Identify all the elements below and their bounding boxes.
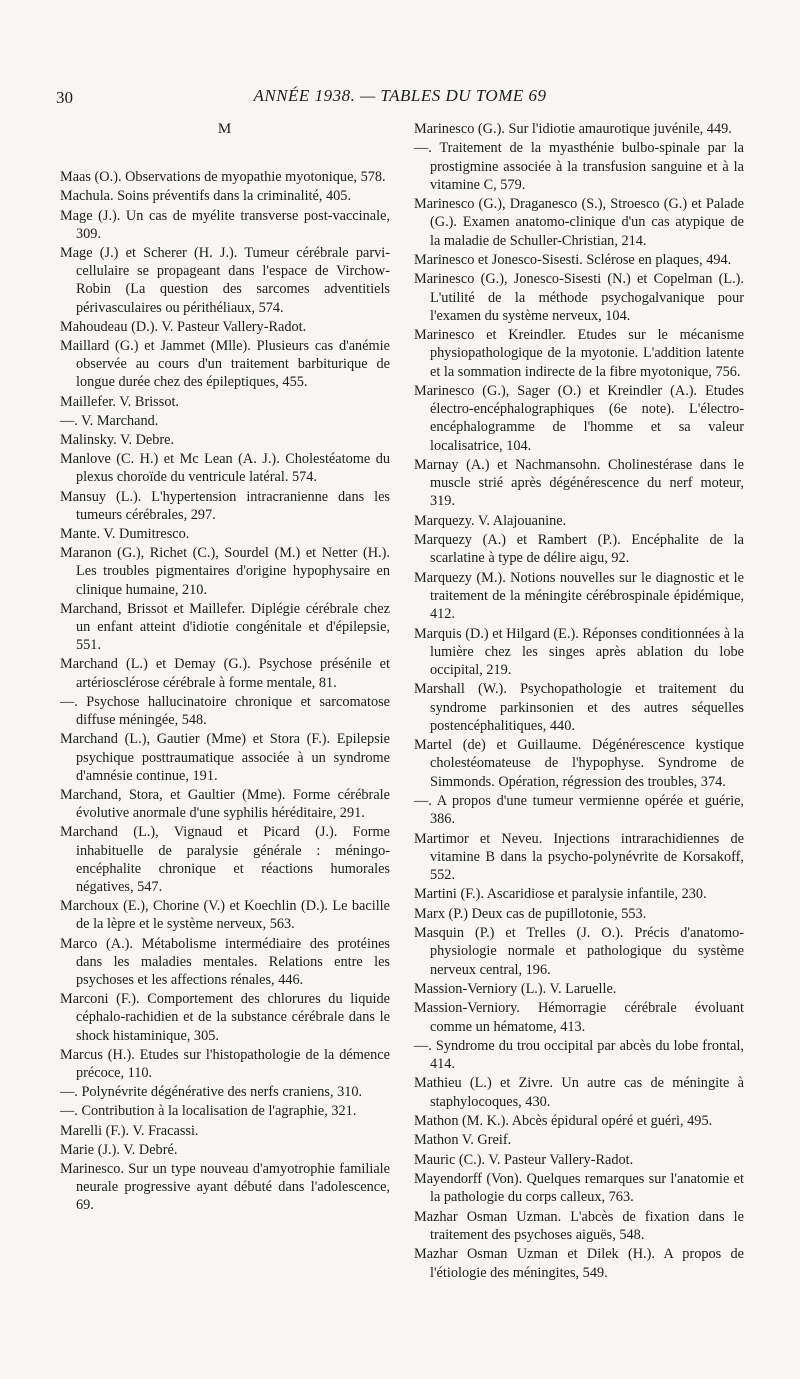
index-entry: Marquezy (M.). Notions nouvelles sur le diagnostic et le traitement de la méningite cérébrospinale épidémique, 412. [414,569,744,623]
index-entry: Massion-Verniory. Hémorragie cérébrale évoluant comme un hématome, 413. [414,1000,744,1035]
index-entry: —. Traitement de la myasthénie bulbo-spinale par la prostigmine associée à la transfusion sanguine et à la vitamine C, 579. [414,140,744,193]
index-entry: Marcus (H.). Etudes sur l'histopathologie de la démence précoce, 110. [60,1046,390,1081]
index-entry: Mage (J.). Un cas de myélite transverse post-vaccinale, 309. [60,207,390,242]
index-entry: Machula. Soins préventifs dans la criminalité, 405. [60,188,352,205]
section-letter: M [217,121,233,137]
index-entry: Marinesco (G.), Sager (O.) et Kreindler (A.). Etudes électro-encéphalographiques (6e note). L'électro-encéphalogramme de l'homme et sa valeur localisatrice, 104. [414,382,744,454]
index-entry: Marchand, Stora, et Gaultier (Mme). Forme cérébrale évolutive anormale d'une syphilis héréditaire, 291. [60,786,390,822]
index-entry: Maranon (G.), Richet (C.), Sourdel (M.) et Netter (H.). Les troubles pigmentaires d'origine hypophysaire en clinique humaine, 210. [60,545,390,598]
index-entry: Manlove (C. H.) et Mc Lean (A. J.). Cholestéatome du plexus choroïde du ventricule latéral. 574. [60,451,390,486]
page-number: 30 [56,88,73,107]
index-entry: Mauric (C.). V. Pasteur Vallery-Radot. [414,1151,634,1168]
index-entry: Marinesco. Sur un type nouveau d'amyotrophie familiale neurale progressive ayant débuté dans l'adolescence, 69. [60,1160,390,1214]
index-entry: —. Polynévrite dégénérative des nerfs craniens, 310. [60,1084,363,1101]
index-entry: Marinesco et Kreindler. Etudes sur le mécanisme physiopathologique de la myotonie. L'addition latente et la sommation indirecte de la fibre myotonique, 756. [414,327,744,380]
index-entry: Mante. V. Dumitresco. [60,526,190,543]
index-entry: Mathon V. Greif. [414,1132,512,1149]
index-entry: Martel (de) et Guillaume. Dégénérescence kystique cholestéomateuse de l'hypophyse. Syndrome de Simmonds. Opération, régression des troubles, 374. [414,737,744,790]
index-entry: Marchoux (E.), Chorine (V.) et Koechlin (D.). Le bacille de la lèpre et le système nerveux, 563. [60,898,390,933]
index-entry: Marinesco et Jonesco-Sisesti. Sclérose en plaques, 494. [414,251,732,268]
index-entry: Marshall (W.). Psychopathologie et traitement du syndrome parkinsonien et des autres séquelles postencéphalitiques, 440. [414,681,744,734]
index-entry: Marco (A.). Métabolisme intermédiaire des protéines dans les maladies mentales. Relations entre les psychoses et les affections rénales, 446. [60,935,390,988]
index-entry: Mathon (M. K.). Abcès épidural opéré et guéri, 495. [414,1113,713,1130]
right-column [414,120,744,1283]
index-entry: Mage (J.) et Scherer (H. J.). Tumeur cérébrale parvi-cellulaire se propageant dans l'espace de Virchow-Robin (La question des sarcomes adventitiels périvasculaires ou périthéliaux, 574. [60,245,390,316]
index-entry: Mazhar Osman Uzman et Dilek (H.). A propos de l'étiologie des méningites, 549. [414,1246,744,1281]
right-entries [414,120,744,1282]
index-entry: Mayendorff (Von). Quelques remarques sur l'anatomie et la pathologie du corps calleux, 763. [414,1171,744,1206]
index-entry: Marie (J.). V. Debré. [60,1141,178,1158]
index-entry: Marchand, Brissot et Maillefer. Diplégie cérébrale chez un enfant atteint d'idiotie congénitale et d'épilepsie, 551. [60,600,390,654]
index-entry: Marinesco (G.), Draganesco (S.), Stroesco (G.) et Palade (G.). Examen anatomo-clinique d'un cas atypique de la maladie de Schuller-Christian, 214. [414,196,744,249]
index-entry: Marx (P.) Deux cas de pupillotonie, 553. [414,905,647,922]
index-entry: Maas (O.). Observations de myopathie myotonique, 578. [60,169,386,186]
running-title: ANNÉE 1938. — TABLES DU TOME 69 [253,86,547,105]
index-entry: Maillefer. V. Brissot. [60,393,180,410]
index-entry: Malinsky. V. Debre. [60,432,175,449]
index-entry: —. V. Marchand. [60,412,159,429]
index-entry: Marchand (L.), Vignaud et Picard (J.). Forme inhabituelle de paralysie générale : méningo-encéphalite chronique et réactions humorales négatives, 547. [60,824,390,895]
index-entry: Marquis (D.) et Hilgard (E.). Réponses conditionnées à la lumière chez les singes après ablation du lobe occipital, 219. [414,625,744,678]
index-entry: Maillard (G.) et Jammet (Mlle). Plusieurs cas d'anémie observée au cours d'un traitement barbiturique de longue durée chez des épileptiques, 455. [60,338,390,391]
index-entry: Marinesco (G.). Sur l'idiotie amaurotique juvénile, 449. [414,121,732,137]
index-entry: Marchand (L.) et Demay (G.). Psychose présénile et artériosclérose cérébrale à forme mentale, 81. [60,656,390,691]
index-entry: Marconi (F.). Comportement des chlorures du liquide céphalo-rachidien et de la substance cérébrale dans le shock histaminique, 305. [60,991,390,1044]
index-entry: —. A propos d'une tumeur vermienne opérée et guérie, 386. [414,792,744,828]
index-entry: Masquin (P.) et Trelles (J. O.). Précis d'anatomo-physiologie normale et pathologique du système nerveux central, 196. [414,925,744,978]
index-entry: Mathieu (L.) et Zivre. Un autre cas de méningite à staphylocoques, 430. [414,1075,744,1110]
index-entry: Marelli (F.). V. Fracassi. [60,1122,199,1139]
index-entry: —. Contribution à la localisation de l'agraphie, 321. [60,1103,357,1120]
index-entry: Mazhar Osman Uzman. L'abcès de fixation dans le traitement des psychoses aiguës, 548. [414,1208,744,1244]
index-entry: Marinesco (G.), Jonesco-Sisesti (N.) et Copelman (L.). L'utilité de la méthode psychogalvanique pour l'examen du système nerveux, 104. [414,271,744,324]
index-entry: Marquezy. V. Alajouanine. [414,512,567,529]
index-entry: —. Syndrome du trou occipital par abcès du lobe frontal, 414. [414,1037,744,1073]
index-entry: Marchand (L.), Gautier (Mme) et Stora (F.). Epilepsie psychique posttraumatique associée à un syndrome d'amnésie continue, 191. [60,731,390,784]
index-entry: Mahoudeau (D.). V. Pasteur Vallery-Radot. [60,318,307,335]
index-entry: Martini (F.). Ascaridiose et paralysie infantile, 230. [414,886,707,903]
index-entry: Mansuy (L.). L'hypertension intracranienne dans les tumeurs cérébrales, 297. [60,488,390,523]
index-entry: Marquezy (A.) et Rambert (P.). Encéphalite de la scarlatine à type de délire aigu, 92. [414,532,744,567]
index-entry: Massion-Verniory (L.). V. Laruelle. [414,980,617,997]
index-entry: —. Psychose hallucinatoire chronique et sarcomatose diffuse méningée, 548. [60,693,390,729]
left-column [60,120,390,1216]
left-entries [60,168,390,1214]
index-entry: Martimor et Neveu. Injections intrarachidiennes de vitamine B dans la psycho-polynévrite de Korsakoff, 552. [414,830,744,883]
index-entry: Marnay (A.) et Nachmansohn. Cholinestérase dans le muscle strié après dégénérescence du nerf moteur, 319. [414,456,744,510]
